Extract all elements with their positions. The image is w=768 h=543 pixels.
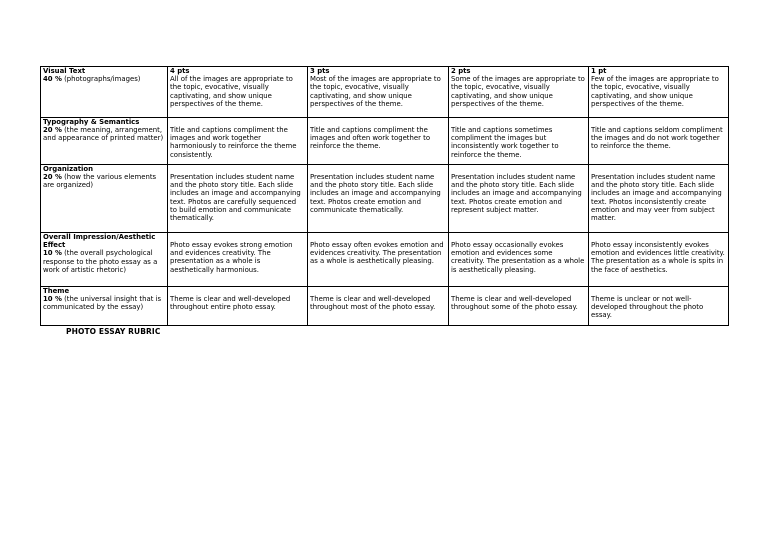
level-cell bbox=[168, 165, 308, 233]
criterion-note: (the meaning, arrangement, and appearance of printed matter) bbox=[43, 126, 164, 143]
level-description: All of the images are appropriate to the topic, evocative, visually captivating, and show unique perspectives of the theme. bbox=[170, 75, 293, 108]
level-cell bbox=[449, 165, 589, 233]
rubric-row-theme bbox=[41, 287, 729, 326]
criterion-cell bbox=[41, 67, 168, 118]
criterion-cell bbox=[41, 287, 168, 326]
level-cell bbox=[449, 118, 589, 165]
level-cell bbox=[589, 165, 729, 233]
criterion-weight: 40 % bbox=[43, 75, 62, 84]
level-description: Theme is clear and well-developed throughout entire photo essay. bbox=[170, 295, 291, 312]
criterion-title: Overall Impression/Aesthetic Effect bbox=[43, 233, 156, 250]
criterion-weight: 20 % bbox=[43, 173, 62, 182]
criterion-title: Visual Text bbox=[43, 67, 86, 75]
level-cell bbox=[589, 118, 729, 165]
rubric-row-overall-impression bbox=[41, 233, 729, 287]
rubric-row-visual-text bbox=[41, 67, 729, 118]
level-cell bbox=[168, 67, 308, 118]
criterion-weight: 10 % bbox=[43, 249, 62, 258]
level-description: Few of the images are appropriate to the topic, evocative, visually captivating, and show unique perspectives of the theme. bbox=[591, 75, 719, 108]
criterion-title: Typography & Semantics bbox=[43, 118, 140, 126]
level-cell bbox=[449, 233, 589, 287]
level-description: Presentation includes student name and the photo story title. Each slide includes an image and accompanying text. Photos create emotion and represent subject matter. bbox=[451, 173, 582, 214]
level-description: Most of the images are appropriate to the topic, evocative, visually captivating, and show unique perspectives of the theme. bbox=[310, 75, 441, 108]
criterion-note: (how the various elements are organized) bbox=[43, 173, 157, 190]
criterion-weight: 10 % bbox=[43, 295, 62, 304]
criterion-title: Theme bbox=[43, 287, 70, 295]
level-description: Photo essay occasionally evokes emotion and evidences some creativity. The presentation as a whole is aesthetically pleasing. bbox=[451, 241, 585, 274]
level-cell bbox=[308, 233, 449, 287]
points-label: 4 pts bbox=[170, 67, 190, 75]
criterion-cell bbox=[41, 233, 168, 287]
level-cell bbox=[308, 287, 449, 326]
level-description: Photo essay often evokes emotion and evidences creativity. The presentation as a whole is aesthetically pleasing. bbox=[310, 241, 444, 266]
rubric-table bbox=[40, 66, 729, 326]
level-cell bbox=[308, 67, 449, 118]
rubric-page bbox=[40, 66, 728, 326]
level-cell bbox=[168, 287, 308, 326]
level-cell bbox=[308, 165, 449, 233]
level-cell bbox=[168, 118, 308, 165]
level-description: Some of the images are appropriate to the topic, evocative, visually captivating, and show unique perspectives of the theme. bbox=[451, 75, 585, 108]
criterion-weight: 20 % bbox=[43, 126, 62, 135]
level-description: Title and captions sometimes compliment the images but inconsistently work together to reinforce the theme. bbox=[451, 126, 559, 159]
rubric-row-organization bbox=[41, 165, 729, 233]
level-description: Title and captions compliment the images and often work together to reinforce the theme. bbox=[310, 126, 431, 151]
rubric-title: PHOTO ESSAY RUBRIC bbox=[66, 327, 161, 336]
level-cell bbox=[589, 287, 729, 326]
points-label: 2 pts bbox=[451, 67, 471, 75]
criterion-cell bbox=[41, 118, 168, 165]
rubric-row-typography bbox=[41, 118, 729, 165]
level-description: Photo essay inconsistently evokes emotion and evidences little creativity. The presentation as a whole is spits in the face of aesthetics. bbox=[591, 241, 725, 274]
level-cell bbox=[589, 67, 729, 118]
level-description: Theme is clear and well-developed throughout some of the photo essay. bbox=[451, 295, 578, 312]
level-cell bbox=[449, 67, 589, 118]
level-description: Presentation includes student name and the photo story title. Each slide includes an image and accompanying text. Photos are carefully sequenced to build emotion and communicate thematically. bbox=[170, 173, 301, 223]
points-label: 1 pt bbox=[591, 67, 607, 75]
level-description: Theme is unclear or not well-developed throughout the photo essay. bbox=[591, 295, 704, 320]
level-description: Title and captions compliment the images and work together harmoniously to reinforce the theme consistently. bbox=[170, 126, 297, 159]
level-cell bbox=[168, 233, 308, 287]
level-description: Presentation includes student name and the photo story title. Each slide includes an image and accompanying text. Photos inconsistently create emotion and may veer from subject matter. bbox=[591, 173, 722, 223]
level-description: Photo essay evokes strong emotion and evidences creativity. The presentation as a whole is aesthetically harmonious. bbox=[170, 241, 293, 274]
criterion-cell bbox=[41, 165, 168, 233]
criterion-note: (the universal insight that is communicated by the essay) bbox=[43, 295, 162, 312]
level-cell bbox=[308, 118, 449, 165]
criterion-title: Organization bbox=[43, 165, 94, 173]
level-cell bbox=[589, 233, 729, 287]
level-description: Presentation includes student name and the photo story title. Each slide includes an image and accompanying text. Photos create emotion and communicate thematically. bbox=[310, 173, 441, 214]
level-description: Theme is clear and well-developed throughout most of the photo essay. bbox=[310, 295, 436, 312]
points-label: 3 pts bbox=[310, 67, 330, 75]
criterion-note: (photographs/images) bbox=[64, 75, 141, 84]
level-cell bbox=[449, 287, 589, 326]
criterion-note: (the overall psychological response to the photo essay as a work of artistic rhetoric) bbox=[43, 249, 158, 274]
level-description: Title and captions seldom compliment the images and do not work together to reinforce the theme. bbox=[591, 126, 723, 151]
